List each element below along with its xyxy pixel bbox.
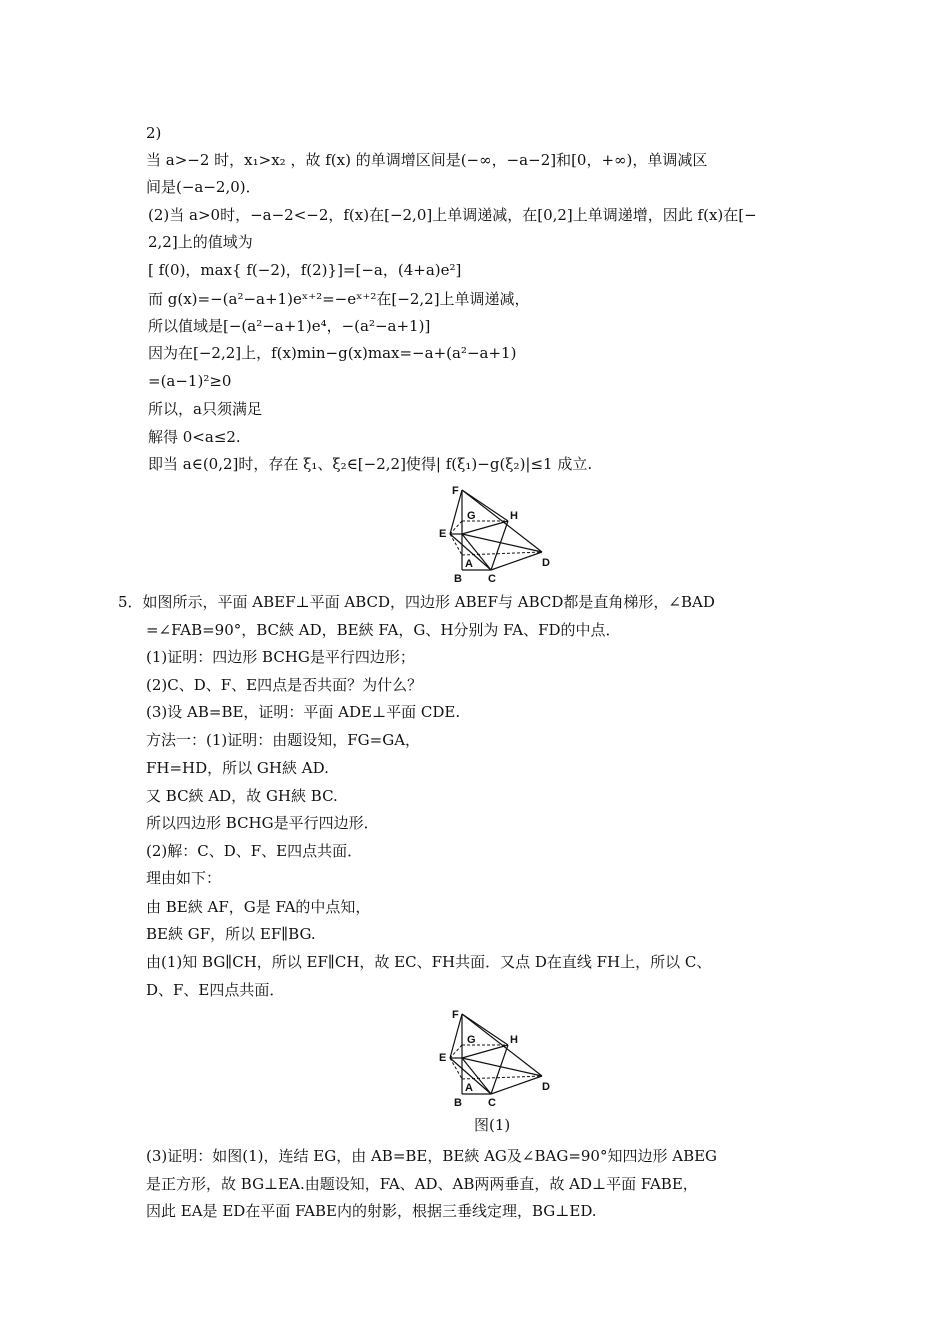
label-D: D bbox=[542, 557, 550, 569]
label-A: A bbox=[465, 558, 473, 570]
text-line: 间是(−a−2,0)． bbox=[146, 178, 261, 196]
text-line: 由 BE綊 AF，G是 FA的中点知， bbox=[146, 898, 371, 916]
text-line: =(a−1)²≥0 bbox=[148, 372, 232, 390]
text-line: 理由如下： bbox=[146, 869, 222, 887]
text-line: (2)解：C、D、F、E四点共面． bbox=[146, 842, 363, 860]
text-line: 2) bbox=[146, 124, 162, 142]
text-line: 所以四边形 BCHG是平行四边形． bbox=[146, 814, 379, 832]
label-D: D bbox=[542, 1081, 550, 1093]
label-E: E bbox=[439, 1052, 447, 1064]
text-line: 是正方形，故 BG⊥EA.由题设知，FA、AD、AB两两垂直，故 AD⊥平面 FABE， bbox=[146, 1175, 698, 1193]
text-line: 因为在[−2,2]上，f(x)min−g(x)max=−a+(a²−a+1) bbox=[148, 344, 517, 362]
label-C: C bbox=[488, 573, 496, 585]
text-line: 所以，a只须满足 bbox=[148, 400, 262, 418]
label-B: B bbox=[454, 1097, 462, 1109]
text-line: 所以值域是[−(a²−a+1)e⁴，−(a²−a+1)] bbox=[148, 317, 431, 335]
label-E: E bbox=[439, 528, 447, 540]
text-line: 因此 EA是 ED在平面 FABE内的射影，根据三垂线定理，BG⊥ED. bbox=[146, 1202, 597, 1220]
text-line: 当 a>−2 时，x₁>x₂ ，故 f(x) 的单调增区间是(−∞，−a−2]和[0，+∞)，单调减区 bbox=[146, 151, 708, 169]
text-line: (2)C、D、F、E四点是否共面？为什么？ bbox=[146, 676, 423, 694]
text-line: D、F、E四点共面． bbox=[146, 981, 285, 999]
text-line: =∠FAB=90°，BC綊 AD，BE綊 FA，G、H分别为 FA、FD的中点． bbox=[146, 621, 621, 639]
label-G: G bbox=[467, 1034, 476, 1046]
text-line: [ f(0)，max{ f(−2)，f(2)}]=[−a，(4+a)e²] bbox=[148, 261, 462, 279]
geometry-figure-bottom bbox=[434, 1006, 554, 1110]
solid-diagram bbox=[434, 1006, 554, 1110]
label-H: H bbox=[510, 1034, 518, 1046]
label-H: H bbox=[510, 510, 518, 522]
label-F: F bbox=[452, 1009, 459, 1021]
label-A: A bbox=[465, 1082, 473, 1094]
label-C: C bbox=[488, 1097, 496, 1109]
text-line: 而 g(x)=−(a²−a+1)eˣ⁺²=−eˣ⁺²在[−2,2]上单调递减， bbox=[148, 290, 530, 308]
text-line: 5．如图所示，平面 ABEF⊥平面 ABCD，四边形 ABEF与 ABCD都是直角梯形，∠BAD bbox=[118, 593, 715, 611]
text-line: (1)证明：四边形 BCHG是平行四边形； bbox=[146, 648, 415, 666]
text-line: 解得 0<a≤2. bbox=[148, 428, 241, 446]
label-F: F bbox=[452, 485, 459, 497]
geometry-figure-top bbox=[434, 482, 554, 586]
text-line: 即当 a∈(0,2]时，存在 ξ₁、ξ₂∈[−2,2]使得| f(ξ₁)−g(ξ₂)|≤1 成立. bbox=[148, 455, 593, 473]
label-B: B bbox=[454, 573, 462, 585]
text-line: FH=HD，所以 GH綊 AD. bbox=[146, 759, 329, 777]
label-G: G bbox=[467, 510, 476, 522]
text-line: (3)设 AB=BE，证明：平面 ADE⊥平面 CDE. bbox=[146, 703, 461, 721]
solid-diagram bbox=[434, 482, 554, 586]
text-line: BE綊 GF，所以 EF∥BG. bbox=[146, 925, 316, 943]
text-line: (3)证明：如图(1)，连结 EG，由 AB=BE，BE綊 AG及∠BAG=90°知四边形 ABEG bbox=[146, 1147, 718, 1165]
figure-caption: 图(1) bbox=[474, 1116, 511, 1134]
text-line: 由(1)知 BG∥CH，所以 EF∥CH，故 EC、FH共面．又点 D在直线 FH上，所以 C、 bbox=[146, 953, 712, 971]
text-line: (2)当 a>0时，−a−2<−2，f(x)在[−2,0]上单调递减，在[0,2]上单调递增，因此 f(x)在[− bbox=[148, 206, 757, 224]
text-line: 方法一：(1)证明：由题设知，FG=GA， bbox=[146, 731, 421, 749]
text-line: 2,2]上的值域为 bbox=[148, 233, 253, 251]
text-line: 又 BC綊 AD，故 GH綊 BC. bbox=[146, 787, 338, 805]
